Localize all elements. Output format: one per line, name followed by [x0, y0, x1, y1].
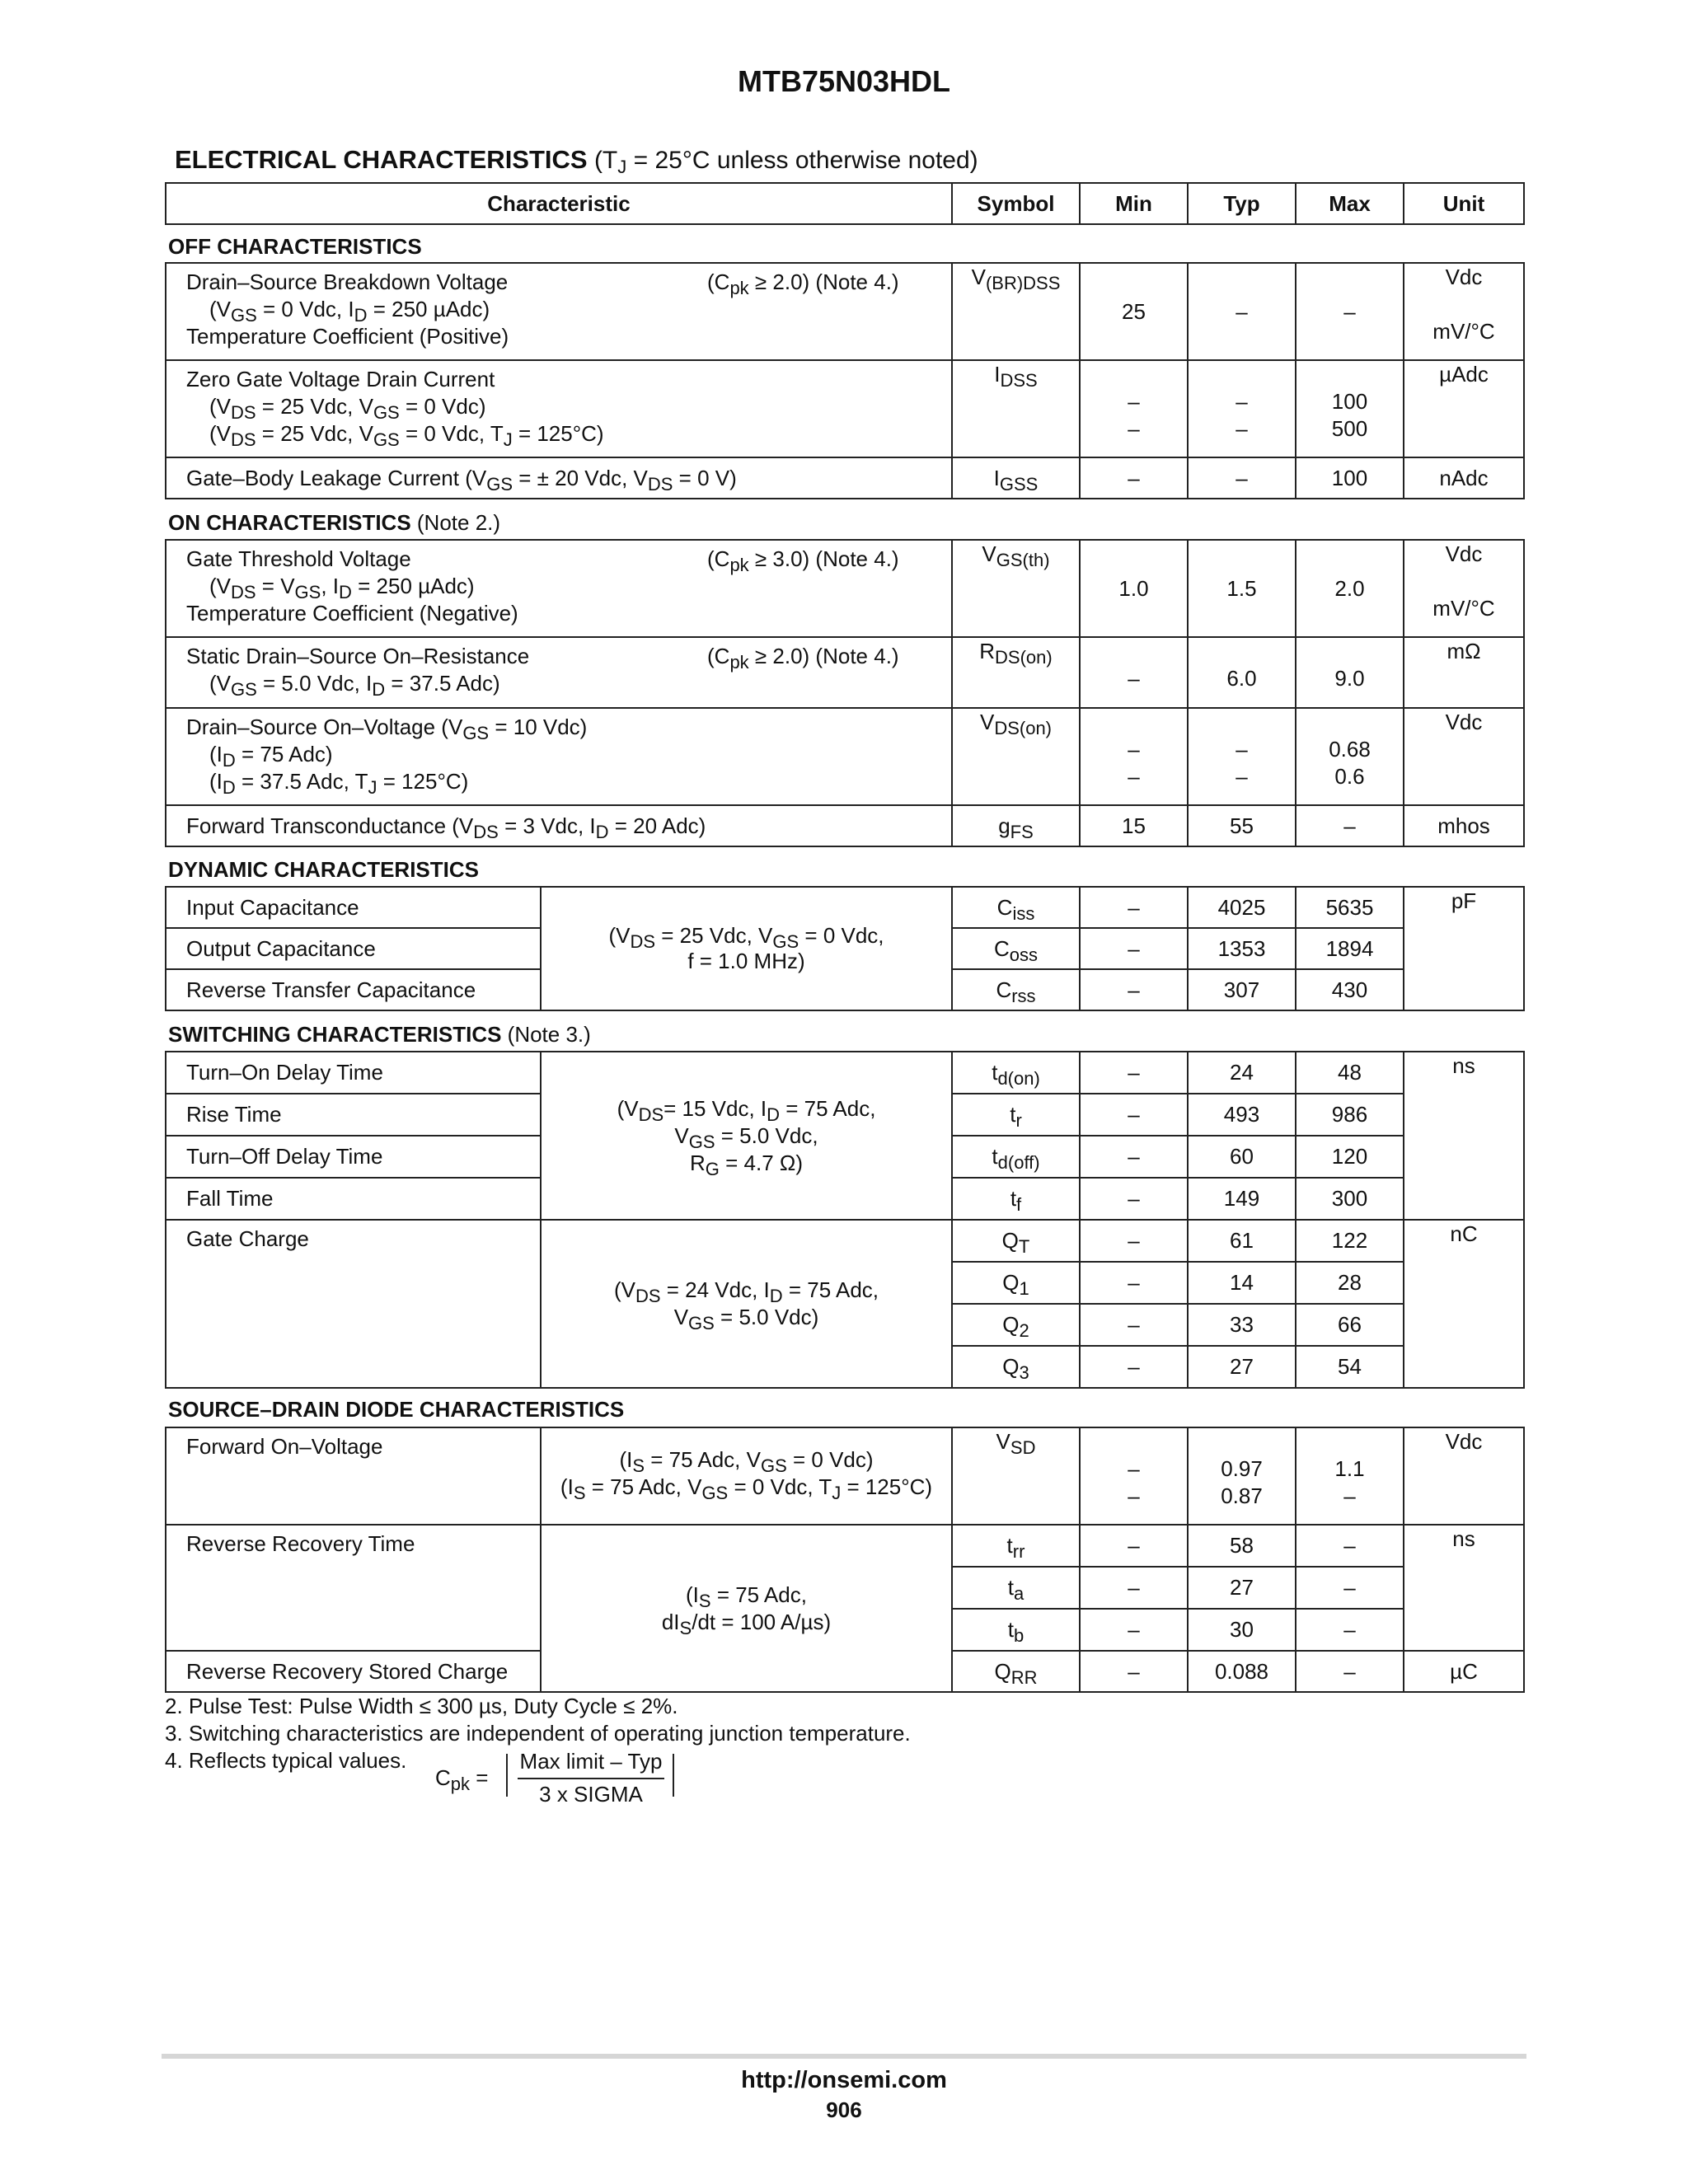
q2-typ: 33: [1188, 1304, 1296, 1346]
section-off-label: OFF CHARACTERISTICS: [168, 234, 422, 259]
dynamic-unit: pF: [1404, 887, 1524, 1010]
row-igss: [166, 457, 1524, 499]
fall-min: –: [1080, 1178, 1188, 1220]
idss-symbol: $I_{DSS}$: [952, 360, 1080, 457]
crss-min: –: [1080, 969, 1188, 1010]
gate-charge-label: Gate Charge: [186, 1226, 309, 1251]
trr-symbol: $t_{rr}$: [952, 1525, 1080, 1567]
gfs-unit: mhos: [1404, 805, 1524, 846]
vth-cpk-note: $(C_{pk} \ge 3.0)$ (Note 4.): [707, 546, 899, 575]
td-on-min: –: [1080, 1052, 1188, 1094]
td-on-typ: 24: [1188, 1052, 1296, 1094]
igss-min: –: [1080, 457, 1188, 499]
q1-symbol: $Q_1$: [952, 1262, 1080, 1304]
section-diode-title: [168, 1397, 624, 1422]
idss-min: – –: [1080, 360, 1188, 457]
heading-cond-sub: J: [617, 157, 627, 177]
note-2: 2. Pulse Test: Pulse Width ≤ 300 µs, Duty Cycle ≤ 2%.: [165, 1694, 678, 1718]
row-qt: [166, 1220, 1524, 1262]
td-off-symbol: $t_{d(off)}$: [952, 1136, 1080, 1178]
idss-unit: µAdc: [1404, 360, 1524, 457]
q3-typ: 27: [1188, 1346, 1296, 1388]
vsd-cond-2: ($I_S = 75$ Adc, $V_{GS} = 0$ Vdc, $T_J = 125^\circ C$): [560, 1474, 933, 1503]
coss-typ: 1353: [1188, 928, 1296, 969]
header-table: [165, 182, 1525, 225]
trr-min: –: [1080, 1525, 1188, 1567]
col-symbol: Symbol: [952, 183, 1080, 224]
td-off-max: 120: [1296, 1136, 1404, 1178]
igss-typ: –: [1188, 457, 1296, 499]
section-switching-label: SWITCHING CHARACTERISTICS: [168, 1022, 502, 1047]
row-breakdown-voltage: [166, 263, 1524, 360]
row-gate-threshold: [166, 540, 1524, 637]
section-dynamic-label: DYNAMIC CHARACTERISTICS: [168, 857, 479, 882]
q3-max: 54: [1296, 1346, 1404, 1388]
vds-cond-1: ($I_D = 75$ Adc): [209, 742, 333, 771]
rr-cond-1: ($I_S = 75$ Adc,: [686, 1582, 807, 1611]
qt-symbol: $Q_T$: [952, 1220, 1080, 1262]
td-off-min: –: [1080, 1136, 1188, 1178]
idss-max: 100 500: [1296, 360, 1404, 457]
coss-min: –: [1080, 928, 1188, 969]
switching-cond-1: ($V_{DS}= 15$ Vdc, $I_D = 75$ Adc,: [617, 1095, 876, 1125]
igss-symbol: $I_{GSS}$: [952, 457, 1080, 499]
col-characteristic: Characteristic: [166, 183, 952, 224]
section-off-title: [168, 234, 422, 260]
fall-max: 300: [1296, 1178, 1404, 1220]
cpk-formula-lhs: $C_{pk}$ =: [435, 1765, 489, 1794]
off-table: [165, 262, 1525, 499]
row-ciss: [166, 887, 1524, 928]
col-typ: Typ: [1188, 183, 1296, 224]
row-td-on: [166, 1052, 1524, 1094]
fall-label: Fall Time: [186, 1186, 274, 1211]
bv-max: –: [1296, 263, 1404, 360]
ta-max: –: [1296, 1567, 1404, 1609]
vds-typ: – –: [1188, 708, 1296, 805]
q2-min: –: [1080, 1304, 1188, 1346]
crss-label: Reverse Transfer Capacitance: [186, 977, 476, 1002]
crss-symbol: $C_{rss}$: [952, 969, 1080, 1010]
heading-cond-pre: (T: [587, 147, 618, 174]
gate-cond-1: ($V_{DS} = 24$ Vdc, $I_D = 75$ Adc,: [613, 1277, 879, 1306]
td-on-symbol: $t_{d(on)}$: [952, 1052, 1080, 1094]
row-gfs: [166, 805, 1524, 846]
gfs-symbol: $g_{FS}$: [952, 805, 1080, 846]
rds-typ: 6.0: [1188, 637, 1296, 708]
vth-symbol: $V_{GS(th)}$: [952, 540, 1080, 637]
rds-label: Static Drain–Source On–Resistance $(C_{pk} \ge 2.0)$ (Note 4.): [186, 644, 899, 673]
coss-symbol: $C_{oss}$: [952, 928, 1080, 969]
switching-cond-3: $R_G = 4.7$ Ω): [690, 1150, 803, 1179]
diode-table: [165, 1427, 1525, 1693]
on-table: [165, 539, 1525, 847]
switching-unit: ns: [1404, 1052, 1524, 1220]
td-on-label: Turn–On Delay Time: [186, 1060, 383, 1085]
row-vds-on: [166, 708, 1524, 805]
qrr-typ: 0.088: [1188, 1651, 1296, 1692]
gate-charge-unit: nC: [1404, 1220, 1524, 1388]
q1-max: 28: [1296, 1262, 1404, 1304]
idss-typ: – –: [1188, 360, 1296, 457]
ciss-typ: 4025: [1188, 887, 1296, 928]
gfs-max: –: [1296, 805, 1404, 846]
col-min: Min: [1080, 183, 1188, 224]
bv-condition: ($V_{GS} = 0$ Vdc, $I_D = 250$ µAdc): [209, 297, 490, 326]
igss-unit: nAdc: [1404, 457, 1524, 499]
vds-unit: Vdc: [1404, 708, 1524, 805]
td-on-max: 48: [1296, 1052, 1404, 1094]
q3-min: –: [1080, 1346, 1188, 1388]
crss-typ: 307: [1188, 969, 1296, 1010]
igss-max: 100: [1296, 457, 1404, 499]
rds-unit: mΩ: [1404, 637, 1524, 708]
td-off-typ: 60: [1188, 1136, 1296, 1178]
vsd-label: Forward On–Voltage: [186, 1434, 383, 1459]
vth-label: Gate Threshold Voltage $(C_{pk} \ge 3.0)$ (Note 4.): [186, 546, 899, 575]
gfs-typ: 55: [1188, 805, 1296, 846]
rise-typ: 493: [1188, 1094, 1296, 1136]
col-max: Max: [1296, 183, 1404, 224]
vth-temp-coeff: Temperature Coefficient (Negative): [186, 601, 518, 626]
section-diode-label: SOURCE–DRAIN DIODE CHARACTERISTICS: [168, 1397, 625, 1422]
idss-label: Zero Gate Voltage Drain Current: [186, 367, 495, 391]
fall-symbol: $t_f$: [952, 1178, 1080, 1220]
heading-cond-post: = 25°C unless otherwise noted): [626, 147, 978, 174]
row-vsd: [166, 1427, 1524, 1525]
section-heading: [175, 145, 978, 175]
cpk-fraction-bar: [518, 1778, 664, 1779]
dynamic-cond-1: ($V_{DS} = 25$ Vdc, $V_{GS} = 0$ Vdc,: [608, 923, 884, 952]
qrr-max: –: [1296, 1651, 1404, 1692]
vds-cond-2: ($I_D = 37.5$ Adc, $T_J = 125^\circ C$): [209, 769, 469, 798]
switching-table: [165, 1051, 1525, 1389]
section-on-note: (Note 2.): [410, 510, 501, 535]
dynamic-conditions: [541, 887, 952, 1010]
vds-label: Drain–Source On–Voltage ($V_{GS} = 10$ Vdc): [186, 715, 588, 743]
rise-max: 986: [1296, 1094, 1404, 1136]
section-switching-title: [168, 1022, 591, 1047]
ciss-max: 5635: [1296, 887, 1404, 928]
q2-max: 66: [1296, 1304, 1404, 1346]
bv-temp-coeff: Temperature Coefficient (Positive): [186, 324, 509, 349]
switching-conditions: [541, 1052, 952, 1220]
vsd-conditions: [541, 1427, 952, 1525]
note-4: 4. Reflects typical values.: [165, 1748, 407, 1773]
vds-min: – –: [1080, 708, 1188, 805]
vsd-unit: Vdc: [1404, 1427, 1524, 1525]
vds-max: 0.68 0.6: [1296, 708, 1404, 805]
gfs-label: Forward Transconductance ($V_{DS} = 3$ Vdc, $I_D = 20$ Adc): [186, 813, 706, 842]
trr-max: –: [1296, 1525, 1404, 1567]
bv-typ: –: [1188, 263, 1296, 360]
row-idss: [166, 360, 1524, 457]
row-rds-on: [166, 637, 1524, 708]
note-3: 3. Switching characteristics are independent of operating junction temperature.: [165, 1721, 911, 1746]
rr-unit: ns: [1404, 1525, 1524, 1651]
ciss-symbol: $C_{iss}$: [952, 887, 1080, 928]
row-trr: [166, 1525, 1524, 1567]
section-on-label: ON CHARACTERISTICS: [168, 510, 411, 535]
idss-cond-2: ($V_{DS} = 25$ Vdc, $V_{GS} = 0$ Vdc, $T_J = 125^\circ C$): [209, 421, 604, 450]
section-dynamic-title: [168, 857, 479, 883]
bv-min: 25: [1080, 263, 1188, 360]
qrr-label: Reverse Recovery Stored Charge: [186, 1658, 509, 1684]
q1-typ: 14: [1188, 1262, 1296, 1304]
idss-cond-1: ($V_{DS} = 25$ Vdc, $V_{GS} = 0$ Vdc): [209, 394, 486, 423]
crss-max: 430: [1296, 969, 1404, 1010]
gate-cond-2: $V_{GS} = 5.0$ Vdc): [673, 1305, 819, 1333]
switching-cond-2: $V_{GS} = 5.0$ Vdc,: [674, 1122, 818, 1152]
ciss-min: –: [1080, 887, 1188, 928]
page-number: 906: [826, 2097, 862, 2122]
ta-min: –: [1080, 1567, 1188, 1609]
ciss-label: Input Capacitance: [186, 894, 359, 920]
vsd-max: 1.1 –: [1296, 1427, 1404, 1525]
coss-max: 1894: [1296, 928, 1404, 969]
tb-symbol: $t_b$: [952, 1609, 1080, 1651]
rise-symbol: $t_r$: [952, 1094, 1080, 1136]
vds-symbol: $V_{DS(on)}$: [952, 708, 1080, 805]
gate-charge-conditions: [541, 1220, 952, 1388]
coss-label: Output Capacitance: [186, 935, 376, 961]
cpk-denominator: 3 x SIGMA: [539, 1782, 643, 1807]
qrr-min: –: [1080, 1651, 1188, 1692]
bv-unit: Vdc mV/°C: [1404, 263, 1524, 360]
rr-conditions: [541, 1525, 952, 1692]
td-off-label: Turn–Off Delay Time: [186, 1144, 383, 1169]
rds-symbol: $R_{DS(on)}$: [952, 637, 1080, 708]
tb-max: –: [1296, 1609, 1404, 1651]
bv-cpk-note: $(C_{pk} \ge 2.0)$ (Note 4.): [707, 269, 899, 298]
col-unit: Unit: [1404, 183, 1524, 224]
qt-max: 122: [1296, 1220, 1404, 1262]
ta-symbol: $t_a$: [952, 1567, 1080, 1609]
qt-typ: 61: [1188, 1220, 1296, 1262]
vth-unit: Vdc mV/°C: [1404, 540, 1524, 637]
trr-typ: 58: [1188, 1525, 1296, 1567]
vsd-symbol: $V_{SD}$: [952, 1427, 1080, 1525]
section-switching-note: (Note 3.): [501, 1022, 591, 1047]
tb-typ: 30: [1188, 1609, 1296, 1651]
document-title: MTB75N03HDL: [737, 64, 951, 98]
fall-typ: 149: [1188, 1178, 1296, 1220]
footer-divider: [162, 2054, 1526, 2059]
gfs-min: 15: [1080, 805, 1188, 846]
cpk-abs-left: [506, 1754, 508, 1797]
cpk-abs-right: [673, 1754, 674, 1797]
heading-bold: ELECTRICAL CHARACTERISTICS: [175, 145, 588, 174]
tb-min: –: [1080, 1609, 1188, 1651]
qt-min: –: [1080, 1220, 1188, 1262]
qrr-unit: µC: [1404, 1651, 1524, 1692]
bv-label: Drain–Source Breakdown Voltage $(C_{pk} \ge 2.0)$ (Note 4.): [186, 269, 899, 298]
q2-symbol: $Q_2$: [952, 1304, 1080, 1346]
vsd-cond-1: ($I_S = 75$ Adc, $V_{GS} = 0$ Vdc): [619, 1447, 874, 1476]
bv-symbol: $V_{(BR)DSS}$: [952, 263, 1080, 360]
q1-min: –: [1080, 1262, 1188, 1304]
rise-min: –: [1080, 1094, 1188, 1136]
trr-label: Reverse Recovery Time: [186, 1531, 415, 1556]
rise-label: Rise Time: [186, 1102, 282, 1127]
vth-typ: 1.5: [1188, 540, 1296, 637]
rr-cond-2: $dI_S/dt = 100$ A/µs): [661, 1609, 832, 1638]
rds-min: –: [1080, 637, 1188, 708]
vsd-min: – –: [1080, 1427, 1188, 1525]
q3-symbol: $Q_3$: [952, 1346, 1080, 1388]
rds-condition: ($V_{GS} = 5.0$ Vdc, $I_D = 37.5$ Adc): [209, 671, 500, 700]
vth-max: 2.0: [1296, 540, 1404, 637]
ta-typ: 27: [1188, 1567, 1296, 1609]
rds-max: 9.0: [1296, 637, 1404, 708]
igss-label: Gate–Body Leakage Current ($V_{GS}$ = ± 20 Vdc, $V_{DS} = 0$ V): [186, 465, 737, 494]
cpk-numerator: Max limit – Typ: [519, 1749, 663, 1774]
vsd-typ: 0.97 0.87: [1188, 1427, 1296, 1525]
rds-cpk-note: $(C_{pk} \ge 2.0)$ (Note 4.): [707, 644, 899, 673]
qrr-symbol: $Q_{RR}$: [952, 1651, 1080, 1692]
vth-min: 1.0: [1080, 540, 1188, 637]
dynamic-table: [165, 886, 1525, 1011]
dynamic-cond-2: f = 1.0 MHz): [687, 949, 805, 973]
section-on-title: [168, 510, 500, 536]
vth-condition: ($V_{DS} = V_{GS}$, $I_D = 250$ µAdc): [209, 574, 475, 602]
footer-link[interactable]: http://onsemi.com: [741, 2067, 947, 2093]
